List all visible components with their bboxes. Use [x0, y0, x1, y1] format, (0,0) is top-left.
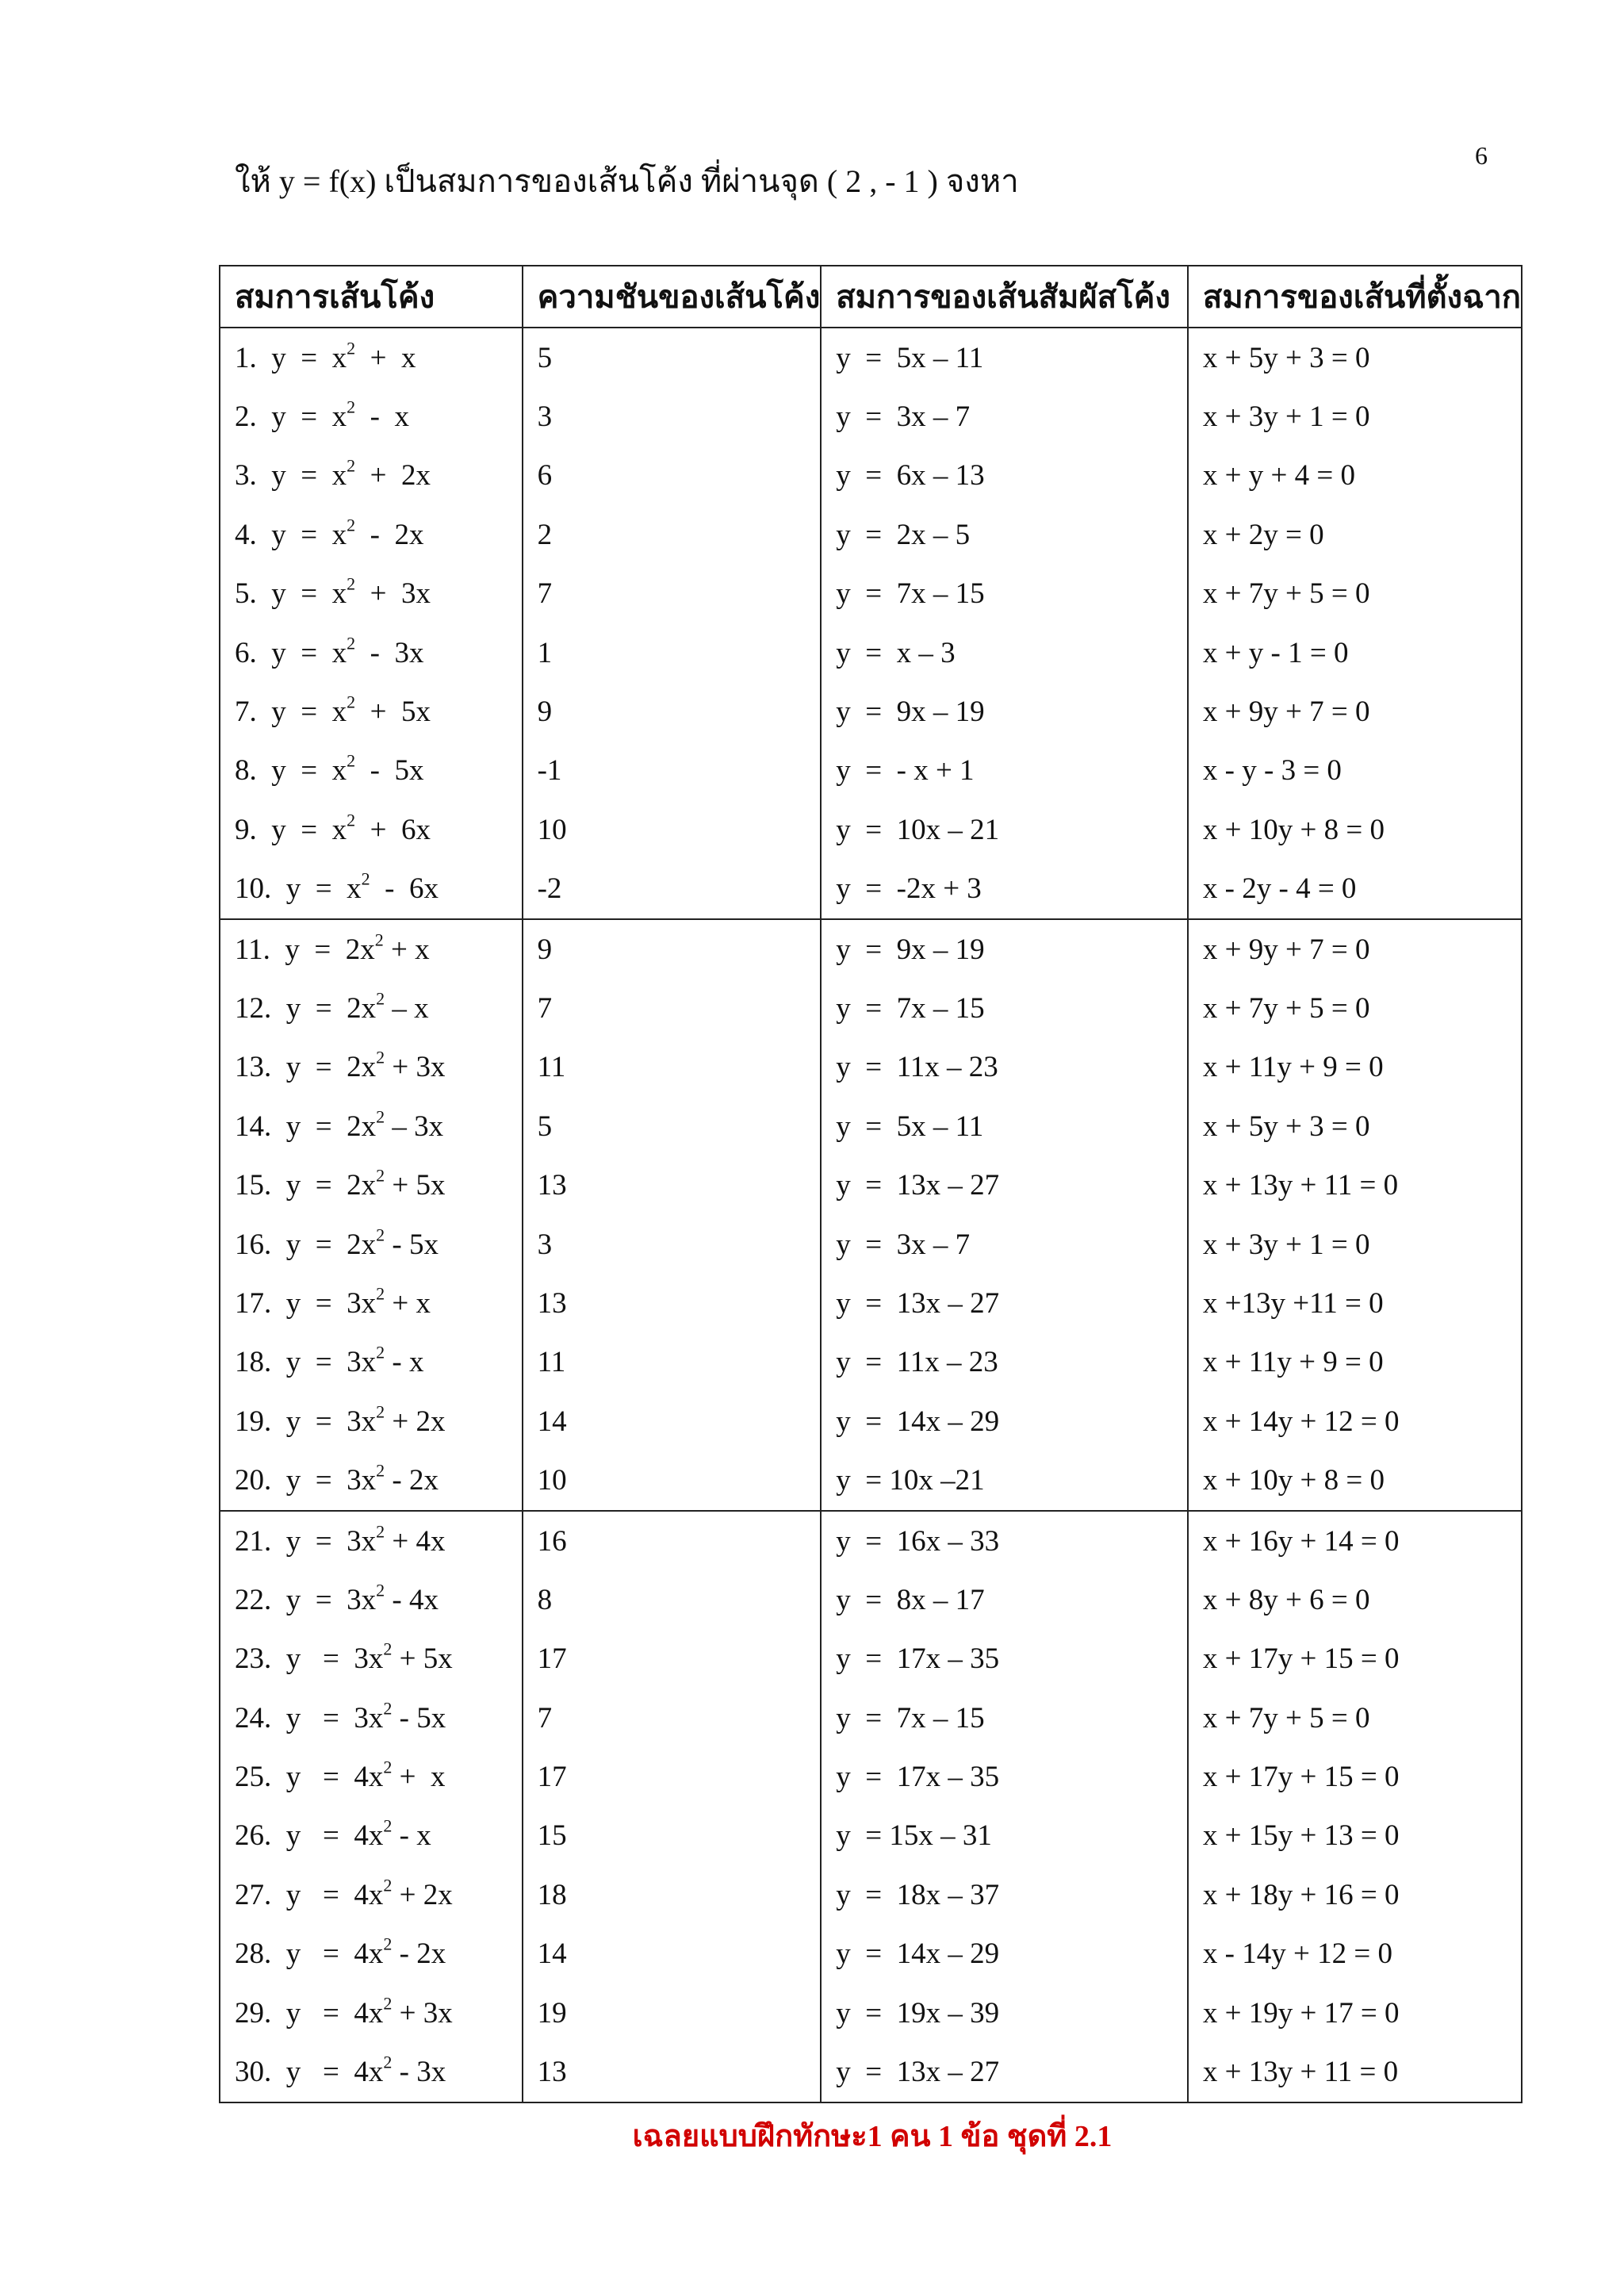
- equation-rest: - 2x: [355, 518, 424, 551]
- table-row: [220, 447, 1522, 505]
- equation-lhs: y = 3x: [285, 1405, 377, 1438]
- row-number: 10.: [235, 872, 272, 906]
- tangent-line-cell: y = 17x – 35: [821, 1747, 1188, 1806]
- equation-rest: + 2x: [385, 1405, 446, 1438]
- row-number: 24.: [235, 1701, 272, 1734]
- tangent-line-cell: y = 7x – 15: [821, 565, 1188, 623]
- tangent-line-cell: y = 9x – 19: [821, 919, 1188, 979]
- slope-cell: 2: [523, 505, 822, 564]
- equation-rest: + 6x: [355, 813, 431, 846]
- equation-rest: - 5x: [385, 1228, 439, 1261]
- answer-table: [219, 265, 1522, 2103]
- curve-equation-cell: [220, 1925, 523, 1984]
- row-number: 27.: [235, 1878, 272, 1911]
- table-row: [220, 2042, 1522, 2102]
- normal-line-cell: x + 10y + 8 = 0: [1188, 1451, 1522, 1510]
- tangent-line-cell: y = x – 3: [821, 623, 1188, 682]
- row-number: 12.: [235, 991, 272, 1025]
- normal-line-cell: x + 3y + 1 = 0: [1188, 387, 1522, 446]
- slope-cell: 10: [523, 1451, 822, 1510]
- equation-lhs: y = 4x: [285, 1938, 384, 1971]
- equation-rest: - x: [385, 1346, 424, 1379]
- equation-lhs: y = x: [271, 459, 347, 493]
- slope-cell: 13: [523, 1274, 822, 1332]
- exponent: 2: [376, 1580, 385, 1600]
- curve-equation-cell: [220, 1570, 523, 1629]
- equation-lhs: y = 4x: [285, 1761, 384, 1794]
- row-number: 23.: [235, 1642, 272, 1676]
- curve-equation-cell: [220, 505, 523, 564]
- table-row: [220, 1747, 1522, 1806]
- exponent: 2: [376, 988, 385, 1009]
- exponent: 2: [383, 2052, 393, 2072]
- exponent: 2: [347, 692, 356, 712]
- curve-equation-cell: [220, 1097, 523, 1156]
- curve-equation-cell: [220, 1747, 523, 1806]
- slope-cell: 7: [523, 1688, 822, 1747]
- equation-rest: - 2x: [385, 1464, 439, 1497]
- tangent-line-cell: y = 8x – 17: [821, 1570, 1188, 1629]
- table-row: [220, 1156, 1522, 1214]
- tangent-line-cell: y = 13x – 27: [821, 1156, 1188, 1214]
- table-row: [220, 1807, 1522, 1865]
- slope-cell: 1: [523, 623, 822, 682]
- slope-cell: 14: [523, 1392, 822, 1451]
- curve-equation-cell: [220, 1274, 523, 1332]
- row-number: 8.: [235, 754, 257, 788]
- slope-cell: 9: [523, 682, 822, 741]
- tangent-line-cell: y = - x + 1: [821, 742, 1188, 800]
- tangent-line-cell: y = 6x – 13: [821, 447, 1188, 505]
- curve-equation-cell: [220, 1333, 523, 1392]
- curve-equation-cell: [220, 447, 523, 505]
- exponent: 2: [347, 397, 356, 417]
- table-row: [220, 328, 1522, 387]
- slope-cell: 18: [523, 1865, 822, 1924]
- curve-equation-cell: [220, 860, 523, 919]
- row-number: 1.: [235, 341, 257, 374]
- equation-lhs: y = x: [271, 696, 347, 729]
- exponent: 2: [347, 750, 356, 771]
- exponent: 2: [347, 573, 356, 594]
- tangent-line-cell: y = 7x – 15: [821, 979, 1188, 1037]
- tangent-line-cell: y = 2x – 5: [821, 505, 1188, 564]
- tangent-line-cell: y = 3x – 7: [821, 387, 1188, 446]
- tangent-line-cell: y = 5x – 11: [821, 328, 1188, 387]
- equation-rest: + x: [355, 341, 416, 374]
- exponent: 2: [376, 1460, 385, 1481]
- normal-line-cell: x + 10y + 8 = 0: [1188, 800, 1522, 859]
- equation-rest: + 2x: [355, 459, 431, 493]
- normal-line-cell: x + y - 1 = 0: [1188, 623, 1522, 682]
- curve-equation-cell: [220, 919, 523, 979]
- equation-rest: - 4x: [385, 1583, 439, 1616]
- table-row: [220, 1511, 1522, 1570]
- exponent: 2: [376, 1283, 385, 1304]
- exponent: 2: [383, 1698, 393, 1719]
- slope-cell: 9: [523, 919, 822, 979]
- equation-lhs: y = 2x: [285, 991, 377, 1025]
- table-row: [220, 505, 1522, 564]
- equation-lhs: y = 3x: [285, 1464, 377, 1497]
- tangent-line-cell: y = 14x – 29: [821, 1925, 1188, 1984]
- tangent-line-cell: y = -2x + 3: [821, 860, 1188, 919]
- row-number: 25.: [235, 1761, 272, 1794]
- normal-line-cell: x + 7y + 5 = 0: [1188, 1688, 1522, 1747]
- exponent: 2: [376, 1401, 385, 1422]
- tangent-line-cell: y = 17x – 35: [821, 1630, 1188, 1688]
- normal-line-cell: x + 11y + 9 = 0: [1188, 1333, 1522, 1392]
- slope-cell: 6: [523, 447, 822, 505]
- equation-lhs: y = 2x: [285, 1051, 377, 1084]
- equation-lhs: y = x: [285, 872, 362, 906]
- curve-equation-cell: [220, 1511, 523, 1570]
- curve-equation-cell: [220, 1392, 523, 1451]
- equation-lhs: y = x: [271, 754, 347, 788]
- slope-cell: 17: [523, 1747, 822, 1806]
- curve-equation-cell: [220, 1807, 523, 1865]
- exponent: 2: [383, 1993, 393, 2014]
- equation-lhs: y = 2x: [285, 1169, 377, 1202]
- equation-lhs: y = 3x: [285, 1642, 384, 1676]
- normal-line-cell: x + 13y + 11 = 0: [1188, 2042, 1522, 2102]
- tangent-line-cell: y = 3x – 7: [821, 1215, 1188, 1274]
- curve-equation-cell: [220, 565, 523, 623]
- table-header-row: [220, 266, 1522, 328]
- slope-cell: 14: [523, 1925, 822, 1984]
- equation-rest: - 6x: [370, 872, 439, 906]
- row-number: 20.: [235, 1464, 272, 1497]
- exponent: 2: [347, 633, 356, 654]
- exponent: 2: [383, 1815, 393, 1836]
- equation-lhs: y = 2x: [285, 933, 375, 966]
- row-number: 4.: [235, 518, 257, 551]
- curve-equation-cell: [220, 800, 523, 859]
- table-row: [220, 565, 1522, 623]
- table-row: [220, 1688, 1522, 1747]
- exponent: 2: [383, 1639, 393, 1659]
- row-number: 7.: [235, 696, 257, 729]
- table-row: [220, 1333, 1522, 1392]
- normal-line-cell: x + 19y + 17 = 0: [1188, 1984, 1522, 2042]
- slope-cell: 7: [523, 979, 822, 1037]
- slope-cell: 5: [523, 328, 822, 387]
- equation-lhs: y = 3x: [285, 1583, 377, 1616]
- equation-lhs: y = 4x: [285, 1878, 384, 1911]
- equation-lhs: y = x: [271, 813, 347, 846]
- equation-rest: + 3x: [385, 1051, 446, 1084]
- header-curve-equation: สมการเส้นโค้ง: [220, 266, 523, 328]
- slope-cell: -2: [523, 860, 822, 919]
- normal-line-cell: x + 16y + 14 = 0: [1188, 1511, 1522, 1570]
- table-row: [220, 919, 1522, 979]
- exponent: 2: [374, 930, 384, 950]
- exponent: 2: [347, 810, 356, 830]
- row-number: 30.: [235, 2056, 272, 2089]
- row-number: 11.: [235, 933, 270, 966]
- normal-line-cell: x +13y +11 = 0: [1188, 1274, 1522, 1332]
- equation-rest: + 3x: [392, 1996, 453, 2030]
- table-body: [220, 328, 1522, 2102]
- table-row: [220, 1630, 1522, 1688]
- tangent-line-cell: y = 7x – 15: [821, 1688, 1188, 1747]
- row-number: 21.: [235, 1524, 272, 1558]
- answer-key-caption: เฉลยแบบฝึกทักษะ1 คน 1 ข้อ ชุดที่ 2.1: [632, 2120, 1113, 2153]
- slope-cell: 3: [523, 1215, 822, 1274]
- curve-equation-cell: [220, 1215, 523, 1274]
- curve-equation-cell: [220, 682, 523, 741]
- table-row: [220, 682, 1522, 741]
- equation-lhs: y = x: [271, 341, 347, 374]
- row-number: 5.: [235, 577, 257, 611]
- exponent: 2: [383, 1757, 393, 1777]
- table-row: [220, 800, 1522, 859]
- curve-equation-cell: [220, 1688, 523, 1747]
- tangent-line-cell: y = 18x – 37: [821, 1865, 1188, 1924]
- table-row: [220, 1984, 1522, 2042]
- row-number: 28.: [235, 1938, 272, 1971]
- table-row: [220, 1215, 1522, 1274]
- equation-rest: + 5x: [385, 1169, 446, 1202]
- tangent-line-cell: y = 19x – 39: [821, 1984, 1188, 2042]
- row-number: 19.: [235, 1405, 272, 1438]
- table-row: [220, 1865, 1522, 1924]
- tangent-line-cell: y = 13x – 27: [821, 2042, 1188, 2102]
- equation-rest: + 2x: [392, 1878, 453, 1911]
- exponent: 2: [376, 1165, 385, 1186]
- curve-equation-cell: [220, 1630, 523, 1688]
- exponent: 2: [376, 1521, 385, 1541]
- slope-cell: 13: [523, 2042, 822, 2102]
- tangent-line-cell: y = 10x –21: [821, 1451, 1188, 1510]
- curve-equation-cell: [220, 623, 523, 682]
- normal-line-cell: x + 9y + 7 = 0: [1188, 919, 1522, 979]
- curve-equation-cell: [220, 1451, 523, 1510]
- row-number: 9.: [235, 813, 257, 846]
- table-row: [220, 979, 1522, 1037]
- table-row: [220, 742, 1522, 800]
- equation-lhs: y = 2x: [285, 1110, 377, 1143]
- tangent-line-cell: y = 13x – 27: [821, 1274, 1188, 1332]
- table-row: [220, 1274, 1522, 1332]
- table-row: [220, 1925, 1522, 1984]
- normal-line-cell: x + 9y + 7 = 0: [1188, 682, 1522, 741]
- equation-rest: + 3x: [355, 577, 431, 611]
- equation-lhs: y = x: [271, 577, 347, 611]
- equation-rest: - x: [392, 1819, 431, 1853]
- curve-equation-cell: [220, 1038, 523, 1097]
- row-number: 16.: [235, 1228, 272, 1261]
- row-number: 3.: [235, 459, 257, 493]
- equation-rest: – x: [385, 991, 429, 1025]
- equation-rest: + 5x: [355, 696, 431, 729]
- table-row: [220, 1038, 1522, 1097]
- curve-equation-cell: [220, 328, 523, 387]
- equation-lhs: y = 4x: [285, 1996, 384, 2030]
- normal-line-cell: x + 2y = 0: [1188, 505, 1522, 564]
- equation-lhs: y = 3x: [285, 1701, 384, 1734]
- equation-rest: + 5x: [392, 1642, 453, 1676]
- slope-cell: 11: [523, 1333, 822, 1392]
- equation-rest: + x: [383, 933, 430, 966]
- normal-line-cell: x + 7y + 5 = 0: [1188, 565, 1522, 623]
- row-number: 6.: [235, 636, 257, 669]
- header-tangent-line: สมการของเส้นสัมผัสโค้ง: [821, 266, 1188, 328]
- equation-lhs: y = 3x: [285, 1524, 377, 1558]
- equation-lhs: y = x: [271, 401, 347, 434]
- normal-line-cell: x + 17y + 15 = 0: [1188, 1747, 1522, 1806]
- table-row: [220, 1451, 1522, 1510]
- slope-cell: 11: [523, 1038, 822, 1097]
- tangent-line-cell: y = 11x – 23: [821, 1038, 1188, 1097]
- row-number: 15.: [235, 1169, 272, 1202]
- exponent: 2: [376, 1106, 385, 1127]
- table-row: [220, 1570, 1522, 1629]
- curve-equation-cell: [220, 742, 523, 800]
- tangent-line-cell: y = 14x – 29: [821, 1392, 1188, 1451]
- normal-line-cell: x + 14y + 12 = 0: [1188, 1392, 1522, 1451]
- slope-cell: 8: [523, 1570, 822, 1629]
- tangent-line-cell: y = 11x – 23: [821, 1333, 1188, 1392]
- curve-equation-cell: [220, 387, 523, 446]
- slope-cell: -1: [523, 742, 822, 800]
- normal-line-cell: x + 7y + 5 = 0: [1188, 979, 1522, 1037]
- slope-cell: 3: [523, 387, 822, 446]
- row-number: 26.: [235, 1819, 272, 1853]
- row-number: 14.: [235, 1110, 272, 1143]
- equation-lhs: y = 4x: [285, 2056, 384, 2089]
- normal-line-cell: x - 2y - 4 = 0: [1188, 860, 1522, 919]
- curve-equation-cell: [220, 1156, 523, 1214]
- equation-rest: + x: [385, 1286, 431, 1320]
- normal-line-cell: x + 15y + 13 = 0: [1188, 1807, 1522, 1865]
- row-number: 13.: [235, 1051, 272, 1084]
- tangent-line-cell: y = 16x – 33: [821, 1511, 1188, 1570]
- slope-cell: 15: [523, 1807, 822, 1865]
- normal-line-cell: x + 5y + 3 = 0: [1188, 328, 1522, 387]
- normal-line-cell: x + 18y + 16 = 0: [1188, 1865, 1522, 1924]
- row-number: 29.: [235, 1996, 272, 2030]
- row-number: 2.: [235, 401, 257, 434]
- normal-line-cell: x + y + 4 = 0: [1188, 447, 1522, 505]
- table-row: [220, 860, 1522, 919]
- table-row: [220, 1392, 1522, 1451]
- curve-equation-cell: [220, 979, 523, 1037]
- slope-cell: 19: [523, 1984, 822, 2042]
- curve-equation-cell: [220, 1865, 523, 1924]
- equation-rest: – 3x: [385, 1110, 444, 1143]
- slope-cell: 5: [523, 1097, 822, 1156]
- equation-lhs: y = 2x: [285, 1228, 377, 1261]
- normal-line-cell: x + 11y + 9 = 0: [1188, 1038, 1522, 1097]
- row-number: 17.: [235, 1286, 272, 1320]
- equation-rest: - 3x: [355, 636, 424, 669]
- equation-rest: - x: [355, 401, 409, 434]
- slope-cell: 10: [523, 800, 822, 859]
- header-slope: ความชันของเส้นโค้ง: [523, 266, 822, 328]
- slope-cell: 7: [523, 565, 822, 623]
- header-normal-line: สมการของเส้นที่ตั้งฉาก: [1188, 266, 1522, 328]
- slope-cell: 16: [523, 1511, 822, 1570]
- equation-lhs: y = 4x: [285, 1819, 384, 1853]
- problem-statement: ให้ y = f(x) เป็นสมการของเส้นโค้ง ที่ผ่านจุด ( 2 , - 1 ) จงหา: [235, 163, 1019, 199]
- table-row: [220, 387, 1522, 446]
- table-row: [220, 1097, 1522, 1156]
- exponent: 2: [347, 338, 356, 358]
- equation-lhs: y = x: [271, 636, 347, 669]
- exponent: 2: [347, 455, 356, 476]
- page-number: 6: [1475, 141, 1488, 170]
- equation-rest: + 4x: [385, 1524, 446, 1558]
- normal-line-cell: x - y - 3 = 0: [1188, 742, 1522, 800]
- tangent-line-cell: y = 15x – 31: [821, 1807, 1188, 1865]
- exponent: 2: [376, 1342, 385, 1363]
- curve-equation-cell: [220, 2042, 523, 2102]
- exponent: 2: [376, 1047, 385, 1068]
- normal-line-cell: x + 3y + 1 = 0: [1188, 1215, 1522, 1274]
- equation-lhs: y = 3x: [285, 1346, 377, 1379]
- equation-lhs: y = x: [271, 518, 347, 551]
- normal-line-cell: x + 17y + 15 = 0: [1188, 1630, 1522, 1688]
- equation-lhs: y = 3x: [285, 1286, 377, 1320]
- normal-line-cell: x - 14y + 12 = 0: [1188, 1925, 1522, 1984]
- row-number: 22.: [235, 1583, 272, 1616]
- equation-rest: + x: [392, 1761, 446, 1794]
- exponent: 2: [361, 868, 370, 889]
- equation-rest: - 5x: [392, 1701, 446, 1734]
- slope-cell: 13: [523, 1156, 822, 1214]
- row-number: 18.: [235, 1346, 272, 1379]
- exponent: 2: [383, 1934, 393, 1954]
- slope-cell: 17: [523, 1630, 822, 1688]
- normal-line-cell: x + 13y + 11 = 0: [1188, 1156, 1522, 1214]
- equation-rest: - 5x: [355, 754, 424, 788]
- exponent: 2: [376, 1225, 385, 1245]
- table-row: [220, 623, 1522, 682]
- normal-line-cell: x + 8y + 6 = 0: [1188, 1570, 1522, 1629]
- tangent-line-cell: y = 10x – 21: [821, 800, 1188, 859]
- exponent: 2: [347, 515, 356, 535]
- equation-rest: - 2x: [392, 1938, 446, 1971]
- equation-rest: - 3x: [392, 2056, 446, 2089]
- tangent-line-cell: y = 5x – 11: [821, 1097, 1188, 1156]
- tangent-line-cell: y = 9x – 19: [821, 682, 1188, 741]
- curve-equation-cell: [220, 1984, 523, 2042]
- exponent: 2: [383, 1875, 393, 1895]
- normal-line-cell: x + 5y + 3 = 0: [1188, 1097, 1522, 1156]
